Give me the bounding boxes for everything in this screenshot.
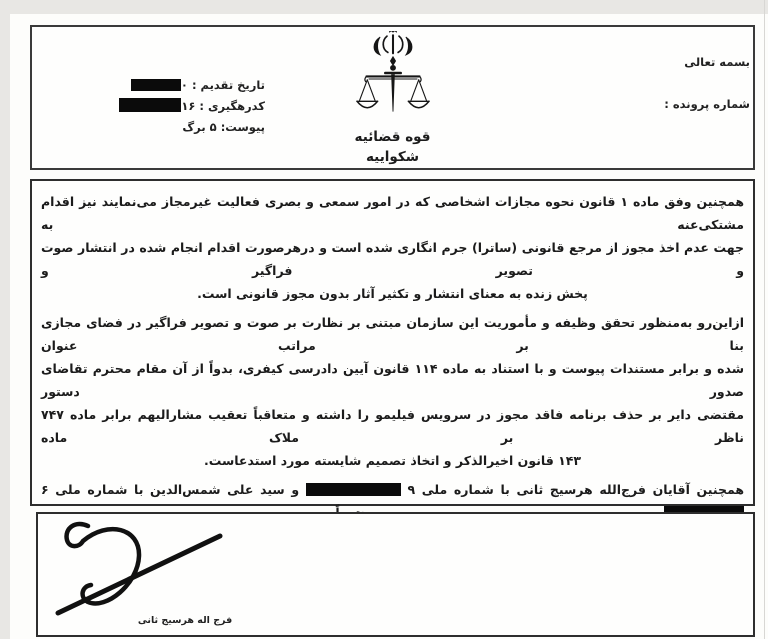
body-line: جهت عدم اخذ مجوز از مرجع قانونی (ساترا) جرم انگاری شده است و درهرصورت اقدام انجام شده در انتشار صوت و تصویر فراگیر و — [41, 240, 744, 278]
tracking-code-label: کدرهگیری : ۱۶ — [181, 99, 265, 113]
judiciary-logo-block — [338, 31, 448, 168]
case-number-label: شماره پرونده : — [664, 97, 750, 111]
header-box — [30, 25, 755, 170]
body-line: پخش زنده به معنای انتشار و تکثیر آثار بدون مجوز قانونی است. — [197, 286, 588, 301]
body-line: مقتضی دایر بر حذف برنامه فاقد مجوز در سرویس فیلیمو را داشته و متعاقباً تعقیب مشارالیهم برابر ماده ۷۴۷ ناظر بر ملاک ماده — [41, 407, 744, 445]
body-line: همچنین وفق ماده ۱ قانون نحوه مجازات اشخاصی که در امور سمعی و بصری فعالیت غیرمجاز می‌نمایند نیز اقدام مشتکی‌عنه به — [41, 194, 745, 232]
signature-box — [36, 512, 755, 637]
body-line: ازاین‌رو به‌منظور تحقق وظیفه و مأموریت این سازمان مبتنی بر نظارت بر صوت و تصویر فراگیر در فضای مجازی بنا بر مراتب عنوان — [41, 315, 744, 353]
organization-name: قوه قضائیه — [354, 129, 431, 145]
redaction-bar-date — [131, 79, 181, 91]
scales-of-justice-icon — [338, 31, 448, 127]
header-meta-block — [60, 75, 265, 138]
paragraph-1 — [41, 190, 744, 305]
representatives-seg2: و سید علی شمس‌الدین با شماره ملی ۶ — [41, 482, 300, 497]
attachment-line — [60, 117, 265, 138]
redaction-bar-tracking — [119, 98, 181, 112]
submission-date-line — [60, 75, 265, 96]
body-box — [30, 179, 755, 506]
scan-edge-line — [764, 0, 765, 639]
redaction-bar-national-id-1 — [306, 483, 401, 496]
submission-date-label: تاریخ تقدیم : ۰ — [180, 78, 265, 92]
bismillah-text: بسمه تعالی — [684, 55, 750, 69]
signatory-name: فرج اله هرسیج ثانی — [137, 615, 233, 626]
document-type-title: شکواییه — [366, 149, 419, 165]
tracking-code-line — [60, 96, 265, 117]
handwritten-signature-icon — [42, 518, 247, 622]
body-line: شده و برابر مستندات پیوست و با استناد به ماده ۱۱۴ قانون آیین دادرسی کیفری، بدواً از آن مقام محترم تقاضای صدور دستور — [41, 361, 744, 399]
body-line: ۱۴۳ قانون اخیرالذکر و اتخاذ تصمیم شایسته مورد استدعاست. — [203, 453, 582, 468]
paragraph-2 — [41, 311, 744, 472]
representatives-seg1: همچنین آقایان فرج‌الله هرسیج ثانی با شماره ملی ۹ — [407, 482, 745, 497]
attachment-label: پیوست: ۵ برگ — [182, 120, 265, 134]
